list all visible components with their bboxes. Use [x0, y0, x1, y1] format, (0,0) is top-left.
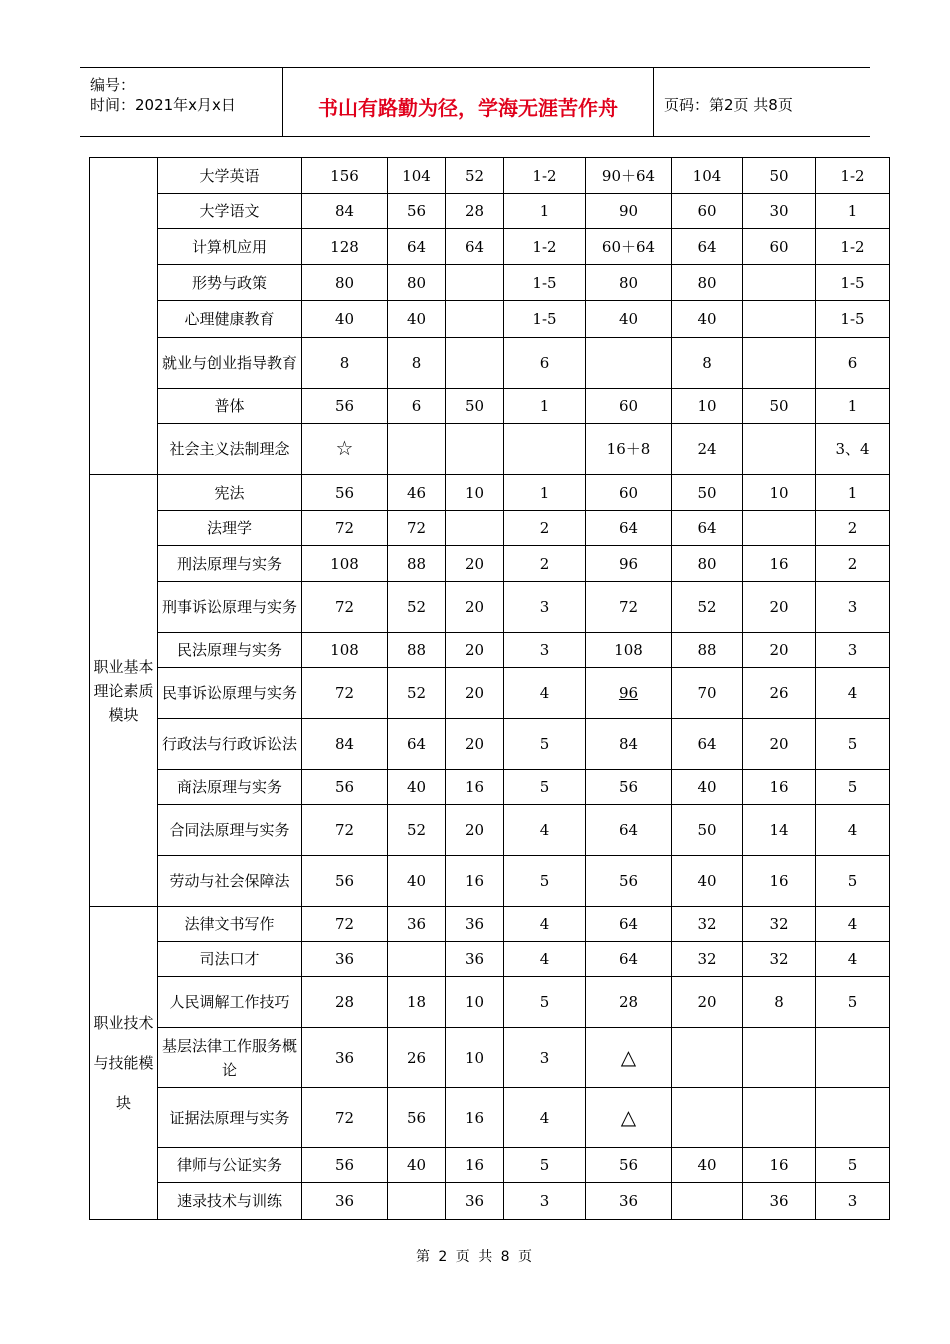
- value-cell: 80: [302, 265, 388, 301]
- value-cell: 40: [388, 856, 446, 907]
- course-name-cell: 普体: [158, 389, 302, 424]
- value-cell: 52: [388, 805, 446, 856]
- value-cell: 1-2: [504, 229, 586, 265]
- value-cell: 64: [586, 511, 672, 546]
- value-cell: 52: [388, 668, 446, 719]
- value-cell: 10: [672, 389, 743, 424]
- course-name-cell: 大学语文: [158, 194, 302, 229]
- table-row: [90, 719, 890, 770]
- value-cell: 88: [672, 633, 743, 668]
- table-row: [90, 856, 890, 907]
- value-cell: [388, 424, 446, 475]
- value-cell: 4: [816, 668, 890, 719]
- value-cell: 56: [302, 770, 388, 805]
- course-table: [89, 157, 890, 1220]
- value-cell: 28: [302, 977, 388, 1028]
- table-row: [90, 1183, 890, 1220]
- value-cell: 56: [302, 389, 388, 424]
- value-cell: 5: [504, 856, 586, 907]
- value-cell: 108: [302, 633, 388, 668]
- value-cell: 1: [504, 475, 586, 511]
- value-cell: [743, 511, 816, 546]
- value-cell: 32: [743, 907, 816, 942]
- value-cell: 1-5: [816, 265, 890, 301]
- value-cell: 4: [504, 942, 586, 977]
- value-cell: 36: [446, 942, 504, 977]
- value-cell: 72: [302, 907, 388, 942]
- course-name-cell: 民法原理与实务: [158, 633, 302, 668]
- value-cell: 30: [743, 194, 816, 229]
- course-name-cell: 刑法原理与实务: [158, 546, 302, 582]
- table-row: [90, 907, 890, 942]
- course-name-cell: 大学英语: [158, 158, 302, 194]
- value-cell: 108: [586, 633, 672, 668]
- table-row: [90, 1148, 890, 1183]
- value-cell: 20: [446, 582, 504, 633]
- value-cell: 14: [743, 805, 816, 856]
- value-cell: 80: [672, 265, 743, 301]
- value-cell: 56: [302, 1148, 388, 1183]
- value-cell: [743, 1088, 816, 1148]
- value-cell: 72: [302, 668, 388, 719]
- value-cell: [446, 511, 504, 546]
- value-cell: 5: [816, 719, 890, 770]
- value-cell: 16: [446, 856, 504, 907]
- value-cell: 60＋64: [586, 229, 672, 265]
- value-cell: 20: [672, 977, 743, 1028]
- course-name-cell: 心理健康教育: [158, 301, 302, 338]
- value-cell: 32: [743, 942, 816, 977]
- value-cell: [586, 668, 672, 719]
- value-cell: 72: [302, 582, 388, 633]
- value-cell: 3、4: [816, 424, 890, 475]
- value-cell: 16＋8: [586, 424, 672, 475]
- value-cell: 128: [302, 229, 388, 265]
- value-cell: 2: [504, 511, 586, 546]
- value-cell: 16: [446, 1088, 504, 1148]
- table-row: [90, 338, 890, 389]
- module-name-cell: 职业基本理论素质模块: [90, 475, 158, 907]
- course-name-cell: 速录技术与训练: [158, 1183, 302, 1220]
- value-cell: 36: [388, 907, 446, 942]
- value-cell: 20: [446, 546, 504, 582]
- header-page-cell: [654, 68, 870, 136]
- value-cell: 1: [504, 389, 586, 424]
- triangle-symbol: △: [620, 1104, 637, 1129]
- value-cell: 72: [302, 805, 388, 856]
- value-cell: 4: [816, 907, 890, 942]
- value-cell: 4: [816, 805, 890, 856]
- document-header: [80, 67, 870, 137]
- value-cell: 5: [504, 770, 586, 805]
- value-cell: 6: [504, 338, 586, 389]
- value-cell: [446, 338, 504, 389]
- table-row: [90, 942, 890, 977]
- value-cell: 16: [446, 770, 504, 805]
- course-table-body: [90, 158, 890, 1220]
- triangle-symbol: △: [620, 1044, 637, 1069]
- value-cell: 32: [672, 907, 743, 942]
- value-cell: 8: [743, 977, 816, 1028]
- course-name-cell: 基层法律工作服务概论: [158, 1028, 302, 1088]
- value-cell: 28: [446, 194, 504, 229]
- value-cell: 5: [816, 977, 890, 1028]
- table-row: [90, 424, 890, 475]
- value-cell: 36: [586, 1183, 672, 1220]
- value-cell: 5: [816, 856, 890, 907]
- value-cell: 24: [672, 424, 743, 475]
- table-row: [90, 770, 890, 805]
- value-cell: 84: [302, 719, 388, 770]
- table-row: [90, 301, 890, 338]
- value-cell: 80: [388, 265, 446, 301]
- course-name-cell: 律师与公证实务: [158, 1148, 302, 1183]
- value-cell: 5: [504, 719, 586, 770]
- table-row: [90, 805, 890, 856]
- value-cell: 64: [586, 907, 672, 942]
- motto: 书山有路勤为径，学海无涯苦作舟: [318, 96, 618, 120]
- value-cell: 40: [586, 301, 672, 338]
- value-cell: 26: [388, 1028, 446, 1088]
- value-cell: 5: [504, 1148, 586, 1183]
- value-cell: 80: [672, 546, 743, 582]
- value-cell: [743, 338, 816, 389]
- page-footer: 第 2 页 共 8 页: [415, 1249, 535, 1265]
- value-cell: 56: [388, 1088, 446, 1148]
- value-cell: 80: [586, 265, 672, 301]
- table-row: [90, 511, 890, 546]
- course-name-cell: 法理学: [158, 511, 302, 546]
- value-cell: 72: [388, 511, 446, 546]
- course-name-cell: 刑事诉讼原理与实务: [158, 582, 302, 633]
- value-cell: 56: [586, 1148, 672, 1183]
- value-cell: 16: [743, 546, 816, 582]
- value-cell: 64: [446, 229, 504, 265]
- value-cell: [816, 1028, 890, 1088]
- star-symbol: ☆: [335, 436, 354, 460]
- value-cell: 52: [388, 582, 446, 633]
- table-row: [90, 194, 890, 229]
- value-cell: 88: [388, 546, 446, 582]
- table-row: [90, 229, 890, 265]
- value-cell: 56: [302, 475, 388, 511]
- value-cell: 20: [446, 668, 504, 719]
- value-cell: 88: [388, 633, 446, 668]
- value-cell: 3: [504, 1028, 586, 1088]
- value-cell: 16: [743, 856, 816, 907]
- value-cell: 40: [388, 301, 446, 338]
- value-cell: 36: [446, 1183, 504, 1220]
- course-name-cell: 社会主义法制理念: [158, 424, 302, 475]
- course-name-cell: 行政法与行政诉讼法: [158, 719, 302, 770]
- value-cell: 5: [816, 1148, 890, 1183]
- value-cell: 70: [672, 668, 743, 719]
- value-cell: 4: [504, 805, 586, 856]
- value-cell: [586, 338, 672, 389]
- value-cell: 36: [743, 1183, 816, 1220]
- module-name-cell: [90, 158, 158, 475]
- value-cell: [672, 1183, 743, 1220]
- value-cell: 50: [743, 158, 816, 194]
- value-cell: 3: [816, 582, 890, 633]
- value-cell: 104: [672, 158, 743, 194]
- value-cell: 10: [446, 475, 504, 511]
- course-name-cell: 形势与政策: [158, 265, 302, 301]
- value-cell: 52: [446, 158, 504, 194]
- value-cell: 1-2: [816, 158, 890, 194]
- header-motto-cell: [283, 68, 654, 136]
- value-cell: 50: [672, 805, 743, 856]
- table-row: [90, 633, 890, 668]
- course-name-cell: 法律文书写作: [158, 907, 302, 942]
- value-cell: 64: [388, 719, 446, 770]
- value-cell: [816, 1088, 890, 1148]
- course-name-cell: 人民调解工作技巧: [158, 977, 302, 1028]
- value-cell: 40: [672, 856, 743, 907]
- value-cell: 36: [302, 942, 388, 977]
- table-row: [90, 546, 890, 582]
- value-cell: 36: [446, 907, 504, 942]
- value-cell: 20: [743, 582, 816, 633]
- value-cell: 50: [743, 389, 816, 424]
- module-name-cell: 职业技术与技能模块: [90, 907, 158, 1220]
- value-cell: 90＋64: [586, 158, 672, 194]
- course-name-cell: 宪法: [158, 475, 302, 511]
- value-cell: 90: [586, 194, 672, 229]
- value-cell: 46: [388, 475, 446, 511]
- value-cell: [743, 424, 816, 475]
- value-cell: 40: [672, 1148, 743, 1183]
- course-name-cell: 商法原理与实务: [158, 770, 302, 805]
- value-cell: 96: [586, 546, 672, 582]
- course-name-cell: 民事诉讼原理与实务: [158, 668, 302, 719]
- value-cell: 3: [504, 582, 586, 633]
- value-cell: 60: [586, 475, 672, 511]
- value-cell: 32: [672, 942, 743, 977]
- value-cell: 1-5: [504, 301, 586, 338]
- value-cell: 72: [302, 1088, 388, 1148]
- value-cell: 104: [388, 158, 446, 194]
- value-cell: 3: [504, 633, 586, 668]
- value-cell: 20: [446, 805, 504, 856]
- value-cell: 1: [816, 194, 890, 229]
- value-cell: 20: [743, 633, 816, 668]
- value-cell: 60: [672, 194, 743, 229]
- value-cell: [586, 1028, 672, 1088]
- value-cell: 3: [816, 1183, 890, 1220]
- value-cell: 2: [504, 546, 586, 582]
- value-cell: 156: [302, 158, 388, 194]
- value-cell: 64: [586, 942, 672, 977]
- value-cell: [446, 424, 504, 475]
- value-cell: 64: [388, 229, 446, 265]
- value-cell: 64: [672, 229, 743, 265]
- course-name-cell: 合同法原理与实务: [158, 805, 302, 856]
- table-row: [90, 475, 890, 511]
- value-cell: [504, 424, 586, 475]
- value-cell: 1-5: [504, 265, 586, 301]
- value-cell: 20: [446, 719, 504, 770]
- value-cell: 40: [302, 301, 388, 338]
- value-cell: 8: [672, 338, 743, 389]
- value-cell: 36: [302, 1028, 388, 1088]
- table-row: [90, 265, 890, 301]
- value-cell: [446, 265, 504, 301]
- table-row: [90, 1088, 890, 1148]
- value-cell: 3: [504, 1183, 586, 1220]
- value-cell: 4: [504, 1088, 586, 1148]
- value-cell: 28: [586, 977, 672, 1028]
- value-cell: 108: [302, 546, 388, 582]
- value-cell: 64: [672, 719, 743, 770]
- value-cell: 40: [388, 1148, 446, 1183]
- value-cell: 40: [672, 301, 743, 338]
- value-cell: 84: [302, 194, 388, 229]
- value-cell: 1: [504, 194, 586, 229]
- value-cell: 2: [816, 546, 890, 582]
- page-label: 页码：第2页 共8页: [664, 96, 793, 114]
- number-label: 编号：: [90, 76, 136, 94]
- value-cell: 56: [302, 856, 388, 907]
- value-cell: 6: [388, 389, 446, 424]
- value-cell: 64: [672, 511, 743, 546]
- value-cell: 3: [816, 633, 890, 668]
- value-cell: 1-2: [504, 158, 586, 194]
- value-cell: 2: [816, 511, 890, 546]
- value-cell: 36: [302, 1183, 388, 1220]
- value-cell: 4: [816, 942, 890, 977]
- table-row: [90, 582, 890, 633]
- value-cell: 40: [672, 770, 743, 805]
- table-row: [90, 1028, 890, 1088]
- value-cell: 5: [816, 770, 890, 805]
- value-cell: 1: [816, 475, 890, 511]
- value-cell: [672, 1028, 743, 1088]
- course-name-cell: 计算机应用: [158, 229, 302, 265]
- value-cell: [446, 301, 504, 338]
- value-cell: [302, 424, 388, 475]
- value-cell: 10: [743, 475, 816, 511]
- course-name-cell: 劳动与社会保障法: [158, 856, 302, 907]
- value-cell: 1-5: [816, 301, 890, 338]
- value-cell: 56: [388, 194, 446, 229]
- value-cell: [388, 942, 446, 977]
- value-cell: 64: [586, 805, 672, 856]
- value-cell: 60: [586, 389, 672, 424]
- value-cell: 10: [446, 977, 504, 1028]
- value-cell: 4: [504, 907, 586, 942]
- table-row: [90, 389, 890, 424]
- value-cell: 56: [586, 770, 672, 805]
- value-cell: 56: [586, 856, 672, 907]
- table-row: [90, 977, 890, 1028]
- course-name-cell: 就业与创业指导教育: [158, 338, 302, 389]
- course-name-cell: 证据法原理与实务: [158, 1088, 302, 1148]
- header-meta: [80, 68, 283, 136]
- value-cell: 1-2: [816, 229, 890, 265]
- value-cell: 52: [672, 582, 743, 633]
- underlined-value: 96: [618, 684, 639, 702]
- value-cell: [586, 1088, 672, 1148]
- value-cell: 60: [743, 229, 816, 265]
- value-cell: [743, 265, 816, 301]
- value-cell: 8: [388, 338, 446, 389]
- value-cell: [388, 1183, 446, 1220]
- table-row: [90, 158, 890, 194]
- value-cell: 20: [743, 719, 816, 770]
- value-cell: 50: [446, 389, 504, 424]
- time-label: 时间：2021年x月x日: [90, 96, 236, 114]
- value-cell: [743, 1028, 816, 1088]
- table-row: [90, 668, 890, 719]
- value-cell: 5: [504, 977, 586, 1028]
- value-cell: 4: [504, 668, 586, 719]
- value-cell: 84: [586, 719, 672, 770]
- value-cell: 1: [816, 389, 890, 424]
- value-cell: 16: [446, 1148, 504, 1183]
- value-cell: 50: [672, 475, 743, 511]
- value-cell: 16: [743, 1148, 816, 1183]
- value-cell: 72: [586, 582, 672, 633]
- value-cell: [672, 1088, 743, 1148]
- value-cell: 16: [743, 770, 816, 805]
- value-cell: 72: [302, 511, 388, 546]
- value-cell: 8: [302, 338, 388, 389]
- value-cell: [743, 301, 816, 338]
- value-cell: 6: [816, 338, 890, 389]
- value-cell: 20: [446, 633, 504, 668]
- course-name-cell: 司法口才: [158, 942, 302, 977]
- value-cell: 18: [388, 977, 446, 1028]
- value-cell: 26: [743, 668, 816, 719]
- value-cell: 10: [446, 1028, 504, 1088]
- value-cell: 40: [388, 770, 446, 805]
